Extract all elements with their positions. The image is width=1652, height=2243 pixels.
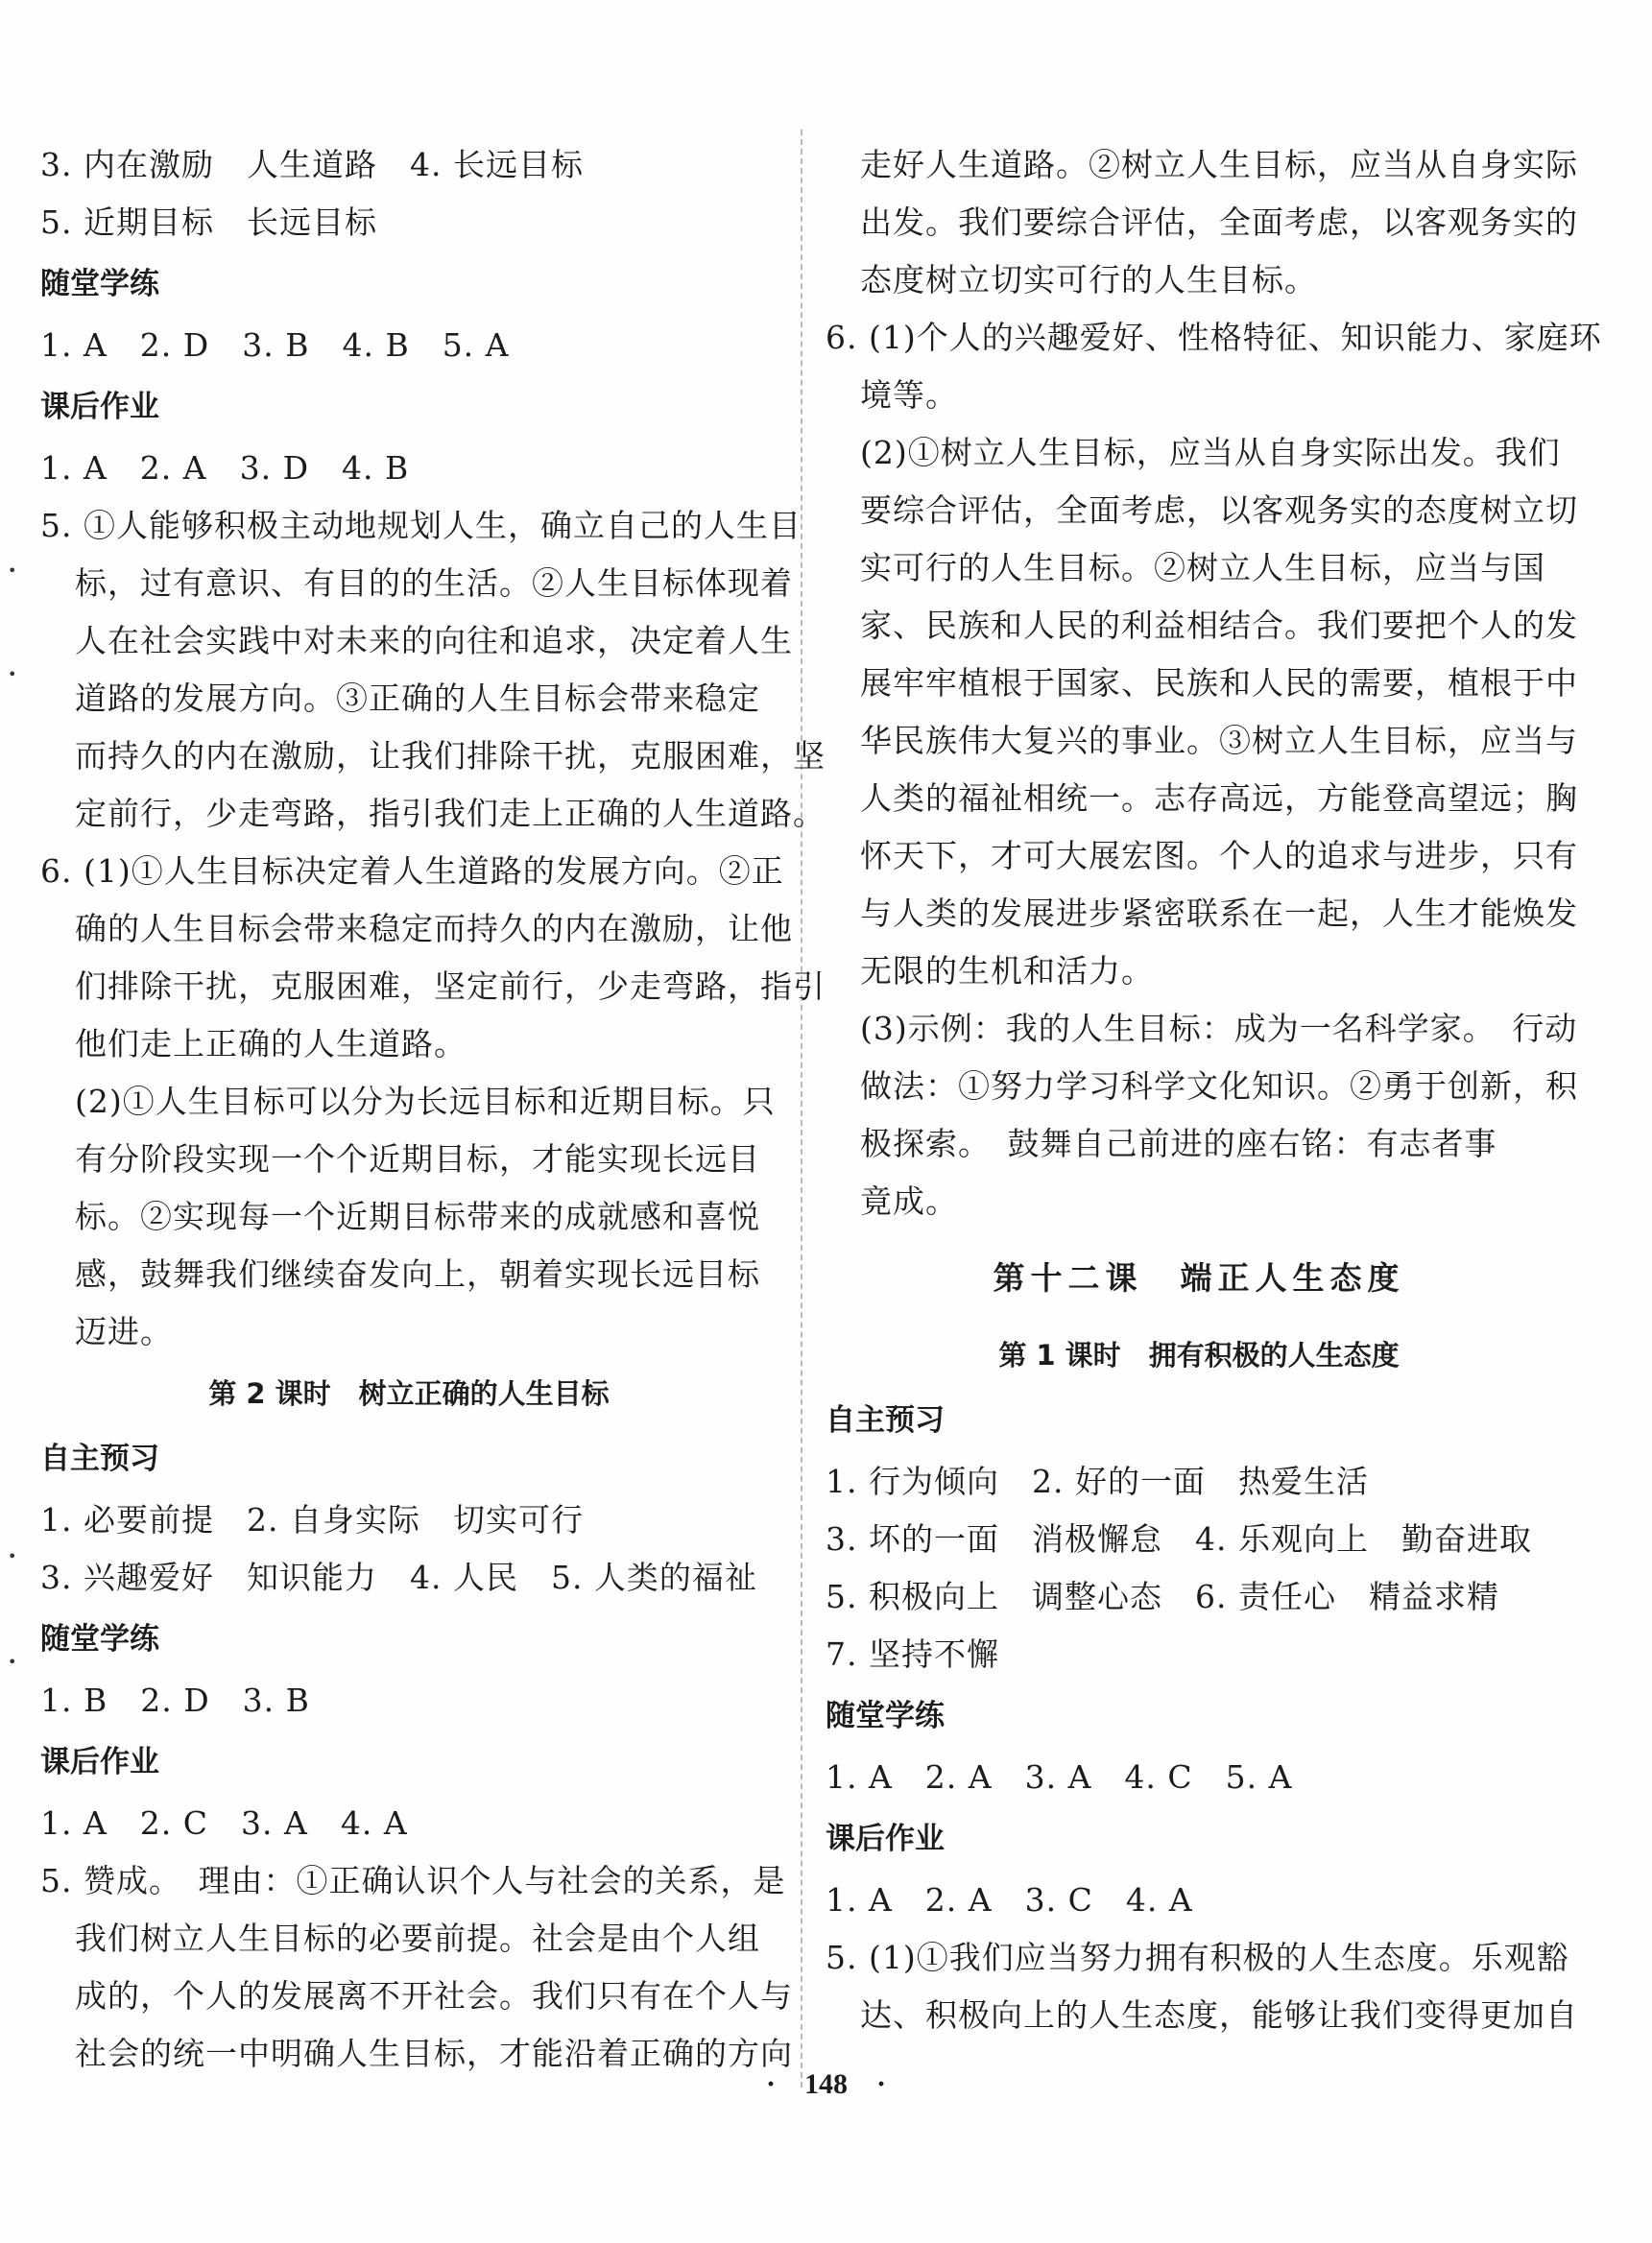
scan-mark: • [8, 1547, 17, 1565]
answer-line: 们排除干扰，克服困难，坚定前行，少走弯路，指引 [75, 967, 826, 1005]
answer-line: 定前行，少走弯路，指引我们走上正确的人生道路。 [75, 795, 826, 832]
answer-line: 出发。我们要综合评估，全面考虑，以客观务实的 [860, 203, 1578, 241]
answer-line: 人类的福祉相统一。志存高远，方能登高望远；胸 [860, 779, 1578, 817]
answer-line: 确的人生目标会带来稳定而持久的内在激励，让他 [75, 910, 793, 947]
answer-line: 6. (1)个人的兴趣爱好、性格特征、知识能力、家庭环 [826, 319, 1602, 356]
answer-line: (2)①人生目标可以分为长远目标和近期目标。只 [75, 1083, 776, 1120]
answer-line: 展牢牢植根于国家、民族和人民的需要，植根于中 [860, 664, 1578, 702]
unit-title: 第十二课 端正人生态度 [993, 1259, 1405, 1297]
answer-line: 感，鼓舞我们继续奋发向上，朝着实现长远目标 [75, 1255, 760, 1293]
page-number: · 148 · [765, 2068, 886, 2100]
section-heading: 随堂学练 [40, 1622, 159, 1657]
answer-line: 1. 行为倾向 2. 好的一面 热爱生活 [826, 1463, 1369, 1500]
answer-line: 迈进。 [75, 1313, 173, 1350]
answer-line: 而持久的内在激励，让我们排除干扰，克服困难，坚 [75, 737, 826, 775]
scan-mark: • [8, 665, 17, 683]
answer-line: 极探索。 鼓舞自己前进的座右铭：有志者事 [860, 1125, 1497, 1162]
answer-line: 境等。 [860, 376, 958, 414]
answer-line: 5. 赞成。 理由：①正确认识个人与社会的关系，是 [40, 1862, 786, 1899]
answer-line: 与人类的发展进步紧密联系在一起，人生才能焕发 [860, 895, 1578, 932]
lesson-title: 第 2 课时 树立正确的人生目标 [208, 1377, 610, 1410]
answer-line: 3. 坏的一面 消极懈怠 4. 乐观向上 勤奋进取 [826, 1520, 1532, 1558]
answer-line: 成的，个人的发展离不开社会。我们只有在个人与 [75, 1977, 793, 2015]
answer-line: 人在社会实践中对未来的向往和追求，决定着人生 [75, 622, 793, 659]
answer-line: 1. A 2. A 3. C 4. A [826, 1881, 1193, 1919]
answer-line: 无限的生机和活力。 [860, 952, 1154, 990]
answer-line: 1. A 2. D 3. B 4. B 5. A [40, 326, 510, 364]
answer-line: 态度树立切实可行的人生目标。 [860, 261, 1317, 298]
right-column [826, 136, 1602, 2044]
answer-line: 做法：①努力学习科学文化知识。②勇于创新，积 [860, 1067, 1578, 1105]
section-heading: 课后作业 [40, 1745, 159, 1779]
section-heading: 课后作业 [826, 1822, 945, 1856]
answer-line: 5. ①人能够积极主动地规划人生，确立自己的人生目 [40, 507, 802, 544]
answer-line: 5. (1)①我们应当努力拥有积极的人生态度。乐观豁 [826, 1939, 1569, 1976]
answer-line: 5. 近期目标 长远目标 [40, 203, 377, 241]
answer-line: 社会的统一中明确人生目标，才能沿着正确的方向 [75, 2035, 793, 2072]
scan-mark: • [8, 561, 17, 580]
answer-line: 标，过有意识、有目的的生活。②人生目标体现着 [75, 564, 793, 602]
answer-line: 道路的发展方向。③正确的人生目标会带来稳定 [75, 680, 760, 717]
answer-line: 5. 积极向上 调整心态 6. 责任心 精益求精 [826, 1578, 1499, 1615]
section-heading: 随堂学练 [826, 1699, 945, 1733]
answer-line: 他们走上正确的人生道路。 [75, 1025, 467, 1062]
scan-mark: • [8, 1653, 17, 1671]
answer-line: 华民族伟大复兴的事业。③树立人生目标，应当与 [860, 722, 1578, 759]
answer-line: 7. 坚持不懈 [826, 1635, 999, 1673]
answer-line: 达、积极向上的人生态度，能够让我们变得更加自 [860, 1996, 1578, 2034]
answer-line: 我们树立人生目标的必要前提。社会是由个人组 [75, 1920, 760, 1957]
answer-line: 6. (1)①人生目标决定着人生道路的发展方向。②正 [40, 852, 784, 890]
answer-line: 3. 内在激励 人生道路 4. 长远目标 [40, 146, 584, 183]
answer-line: (2)①树立人生目标，应当从自身实际出发。我们 [860, 434, 1561, 471]
answer-line: 怀天下，才可大展宏图。个人的追求与进步，只有 [860, 837, 1578, 874]
answer-line: 竟成。 [860, 1182, 958, 1220]
answer-line: 1. A 2. A 3. D 4. B [40, 449, 410, 487]
answer-line: 1. A 2. A 3. A 4. C 5. A [826, 1758, 1293, 1796]
answer-line: 家、民族和人民的利益相结合。我们要把个人的发 [860, 607, 1578, 644]
left-column [40, 136, 826, 2083]
answer-line: 标。②实现每一个近期目标带来的成就感和喜悦 [75, 1198, 760, 1235]
section-heading: 随堂学练 [40, 267, 159, 301]
section-heading: 自主预习 [826, 1403, 945, 1438]
answer-line: 有分阶段实现一个个近期目标，才能实现长远目 [75, 1140, 760, 1178]
answer-line: (3)示例：我的人生目标：成为一名科学家。 行动 [860, 1010, 1578, 1047]
section-heading: 自主预习 [40, 1442, 159, 1476]
answer-line: 实可行的人生目标。②树立人生目标，应当与国 [860, 549, 1545, 586]
lesson-title: 第 1 课时 拥有积极的人生态度 [998, 1339, 1400, 1372]
column-divider [801, 130, 802, 2088]
section-heading: 课后作业 [40, 390, 159, 424]
answer-line: 走好人生道路。②树立人生目标，应当从自身实际 [860, 146, 1578, 183]
answer-line: 要综合评估，全面考虑，以客观务实的态度树立切 [860, 491, 1578, 529]
answer-line: 1. A 2. C 3. A 4. A [40, 1804, 408, 1842]
answer-line: 3. 兴趣爱好 知识能力 4. 人民 5. 人类的福祉 [40, 1559, 757, 1596]
answer-line: 1. B 2. D 3. B [40, 1682, 310, 1719]
answer-line: 1. 必要前提 2. 自身实际 切实可行 [40, 1501, 584, 1539]
